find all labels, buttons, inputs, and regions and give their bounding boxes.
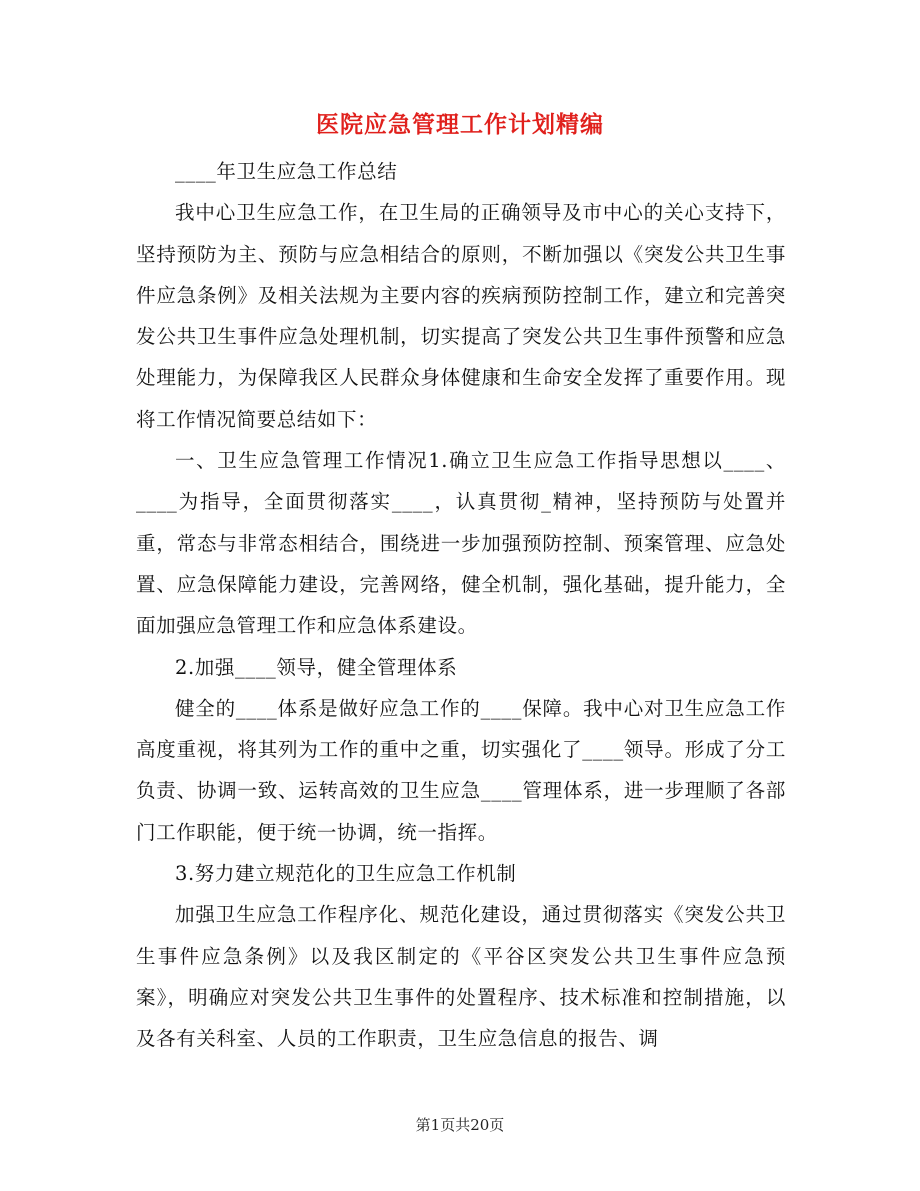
paragraph-section-1: 一、卫生应急管理工作情况1.确立卫生应急工作指导思想以____、____为指导，全面贯彻落实____，认真贯彻_精神，坚持预防与处置并重，常态与非常态相结合，围绕进一步加强预防控制、预案管理、应急处置、应急保障能力建设，完善网络，健全机制，强化基础，提升能力，全面加强应急管理工作和应急体系建设。 (136, 449, 786, 638)
paragraph-intro: 我中心卫生应急工作，在卫生局的正确领导及市中心的关心支持下，坚持预防为主、预防与应急相结合的原则，不断加强以《突发公共卫生事件应急条例》及相关法规为主要内容的疾病预防控制工作，建立和完善突发公共卫生事件应急处理机制，切实提高了突发公共卫生事件预警和应急处理能力，为保障我区人民群众身体健康和生命安全发挥了重要作用。现将工作情况简要总结如下： (136, 201, 786, 431)
paragraph-summary-heading: ____年卫生应急工作总结 (175, 160, 398, 183)
paragraph-section-2: 健全的____体系是做好应急工作的____保障。我中心对卫生应急工作高度重视，将其列为工作的重中之重，切实强化了____领导。形成了分工负责、协调一致、运转高效的卫生应急____管理体系，进一步理顺了各部门工作职能，便于统一协调，统一指挥。 (136, 696, 786, 844)
paragraph-section-3: 加强卫生应急工作程序化、规范化建设，通过贯彻落实《突发公共卫生事件应急条例》以及我区制定的《平谷区突发公共卫生事件应急预案》，明确应对突发公共卫生事件的处置程序、技术标准和控制措施，以及各有关科室、人员的工作职责，卫生应急信息的报告、调 (136, 903, 786, 1051)
page-number-footer: 第1页共20页 (415, 1116, 505, 1134)
document-title: 医院应急管理工作计划精编 (316, 112, 604, 138)
paragraph-heading-2: 2.加强____领导，健全管理体系 (175, 655, 458, 679)
paragraph-heading-3: 3.努力建立规范化的卫生应急工作机制 (175, 862, 517, 886)
document-body (136, 151, 786, 1060)
